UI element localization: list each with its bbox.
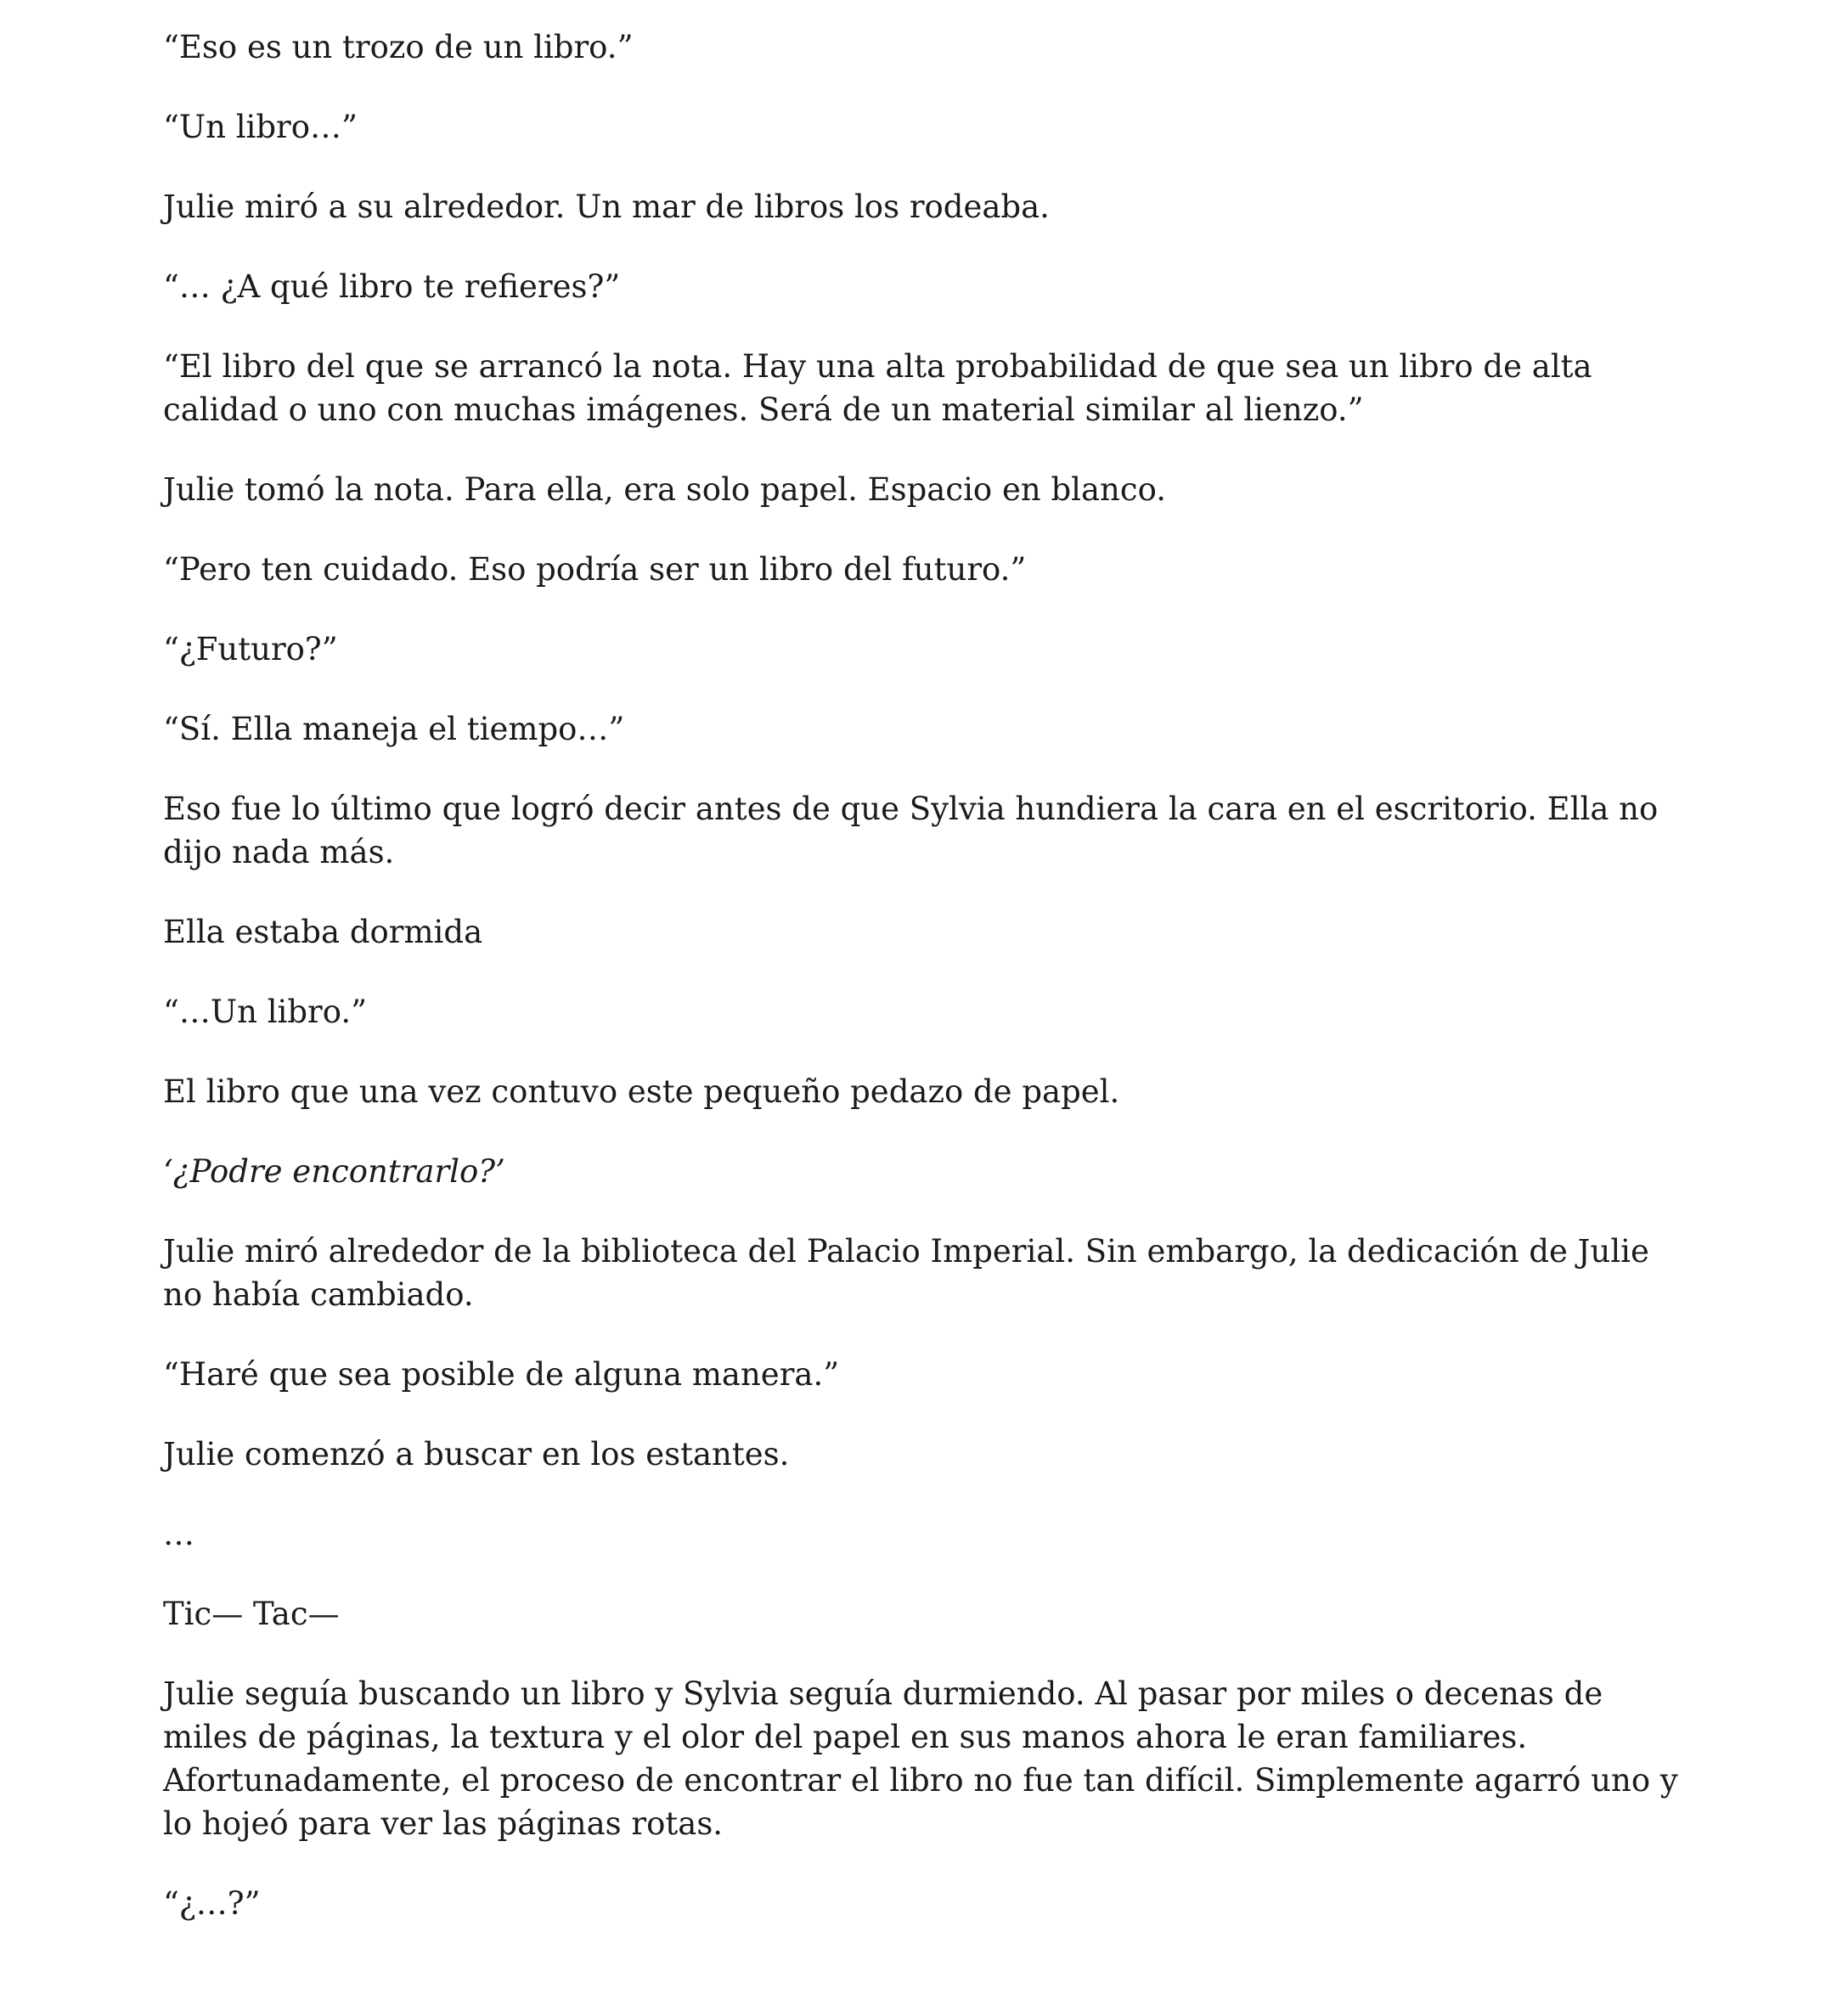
italic-thought-paragraph: ‘¿Podre encontrarlo?’ xyxy=(163,1153,505,1190)
paragraph: Julie miró a su alrededor. Un mar de libros los rodeaba. xyxy=(163,189,1050,225)
paragraph: El libro que una vez contuvo este pequeño pedazo de papel. xyxy=(163,1073,1120,1110)
paragraph: “… ¿A qué libro te refieres?” xyxy=(163,268,621,305)
paragraph: “Sí. Ella maneja el tiempo…” xyxy=(163,711,625,747)
paragraph: “Haré que sea posible de alguna manera.” xyxy=(163,1356,840,1393)
paragraph: “¿Futuro?” xyxy=(163,631,338,667)
document-page xyxy=(163,25,1692,1962)
paragraph: Eso fue lo último que logró decir antes de que Sylvia hundiera la cara en el escritorio. Ella no dijo nada más. xyxy=(163,791,1659,870)
paragraph: “Un libro…” xyxy=(163,109,358,145)
paragraph: “Pero ten cuidado. Eso podría ser un libro del futuro.” xyxy=(163,551,1027,588)
paragraph: Julie comenzó a buscar en los estantes. xyxy=(163,1436,790,1473)
paragraph: Julie miró alrededor de la biblioteca del Palacio Imperial. Sin embargo, la dedicación de Julie no había cambiado. xyxy=(163,1233,1649,1313)
paragraph: Tic— Tac— xyxy=(163,1596,340,1632)
paragraph: “Eso es un trozo de un libro.” xyxy=(163,29,634,65)
paragraph: Julie tomó la nota. Para ella, era solo papel. Espacio en blanco. xyxy=(163,471,1166,508)
paragraph: “…Un libro.” xyxy=(163,994,368,1030)
paragraph: Ella estaba dormida xyxy=(163,914,483,950)
paragraph: “¿…?” xyxy=(163,1885,261,1922)
scene-break: … xyxy=(163,1516,194,1552)
paragraph: Julie seguía buscando un libro y Sylvia seguía durmiendo. Al pasar por miles o decenas de miles de páginas, la textura y el olor del papel en sus manos ahora le eran familiares. Afortunadamente, el proceso de encontrar el libro no fue tan difícil. Simplemente agarró uno y lo hojeó para ver las páginas rotas. xyxy=(163,1675,1678,1842)
paragraph: “El libro del que se arrancó la nota. Hay una alta probabilidad de que sea un libro de alta calidad o uno con muchas imágenes. Será de un material similar al lienzo.” xyxy=(163,348,1592,428)
